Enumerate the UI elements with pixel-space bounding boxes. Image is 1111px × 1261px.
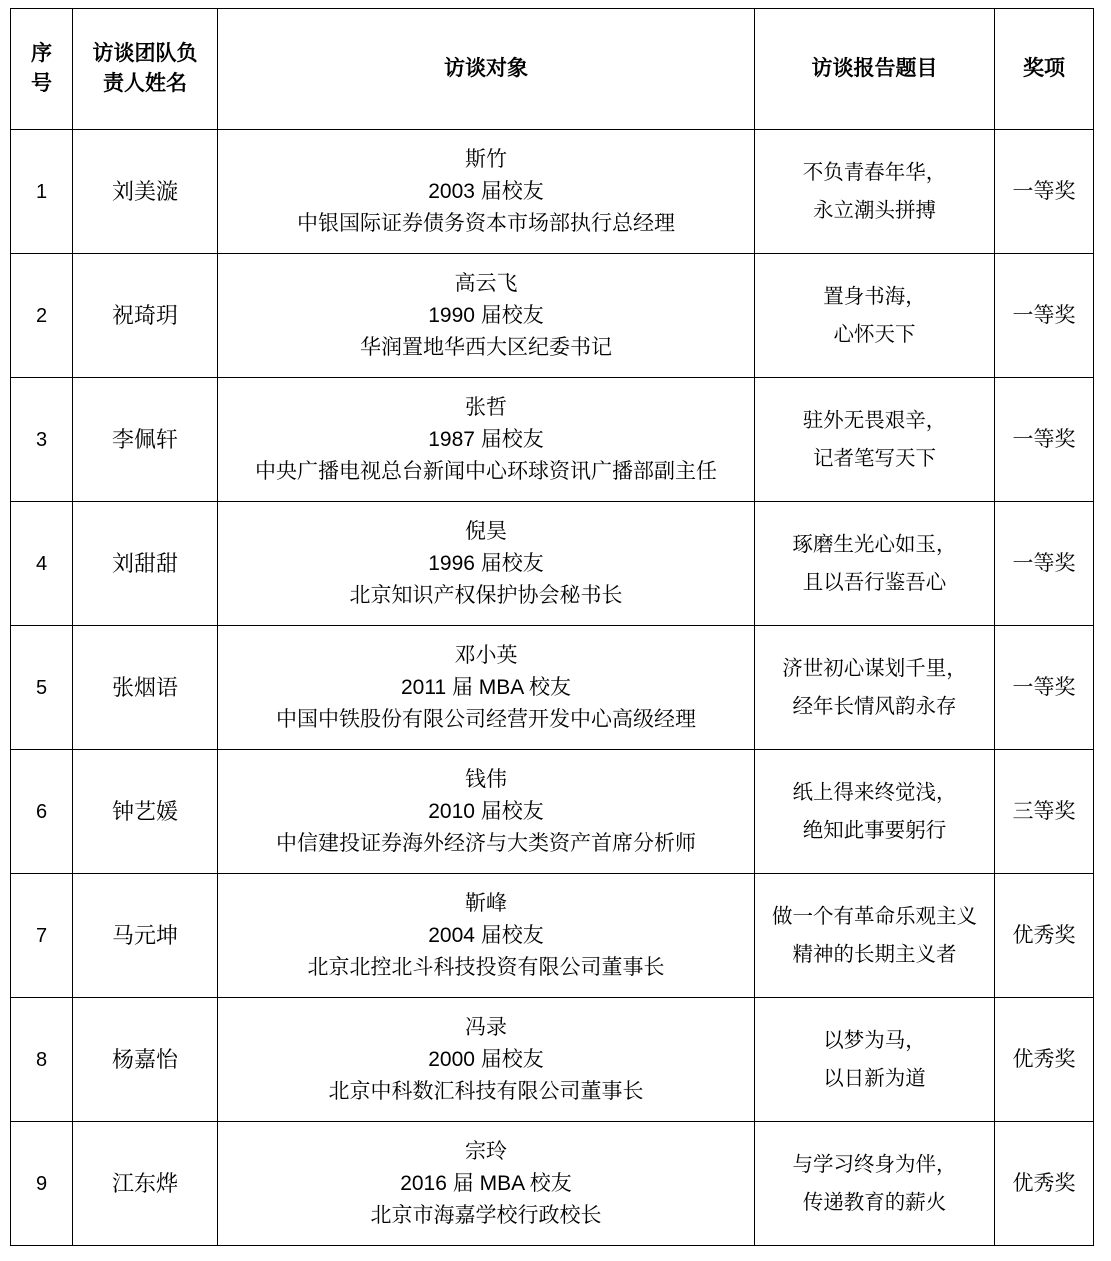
cell-index: 6 <box>11 750 73 874</box>
cell-leader: 杨嘉怡 <box>73 998 218 1122</box>
target-class: 1996 届校友 <box>428 551 544 575</box>
cell-report-title <box>755 626 995 750</box>
cell-index: 1 <box>11 130 73 254</box>
cell-index: 9 <box>11 1122 73 1246</box>
target-class: 1987 届校友 <box>428 427 544 451</box>
cell-award: 一等奖 <box>995 626 1094 750</box>
cell-report-title <box>755 254 995 378</box>
table-row <box>11 998 1094 1122</box>
cell-target <box>218 254 755 378</box>
report-title-line-2: 且以吾行鉴吾心 <box>802 570 947 594</box>
target-role: 中国中铁股份有限公司经营开发中心高级经理 <box>276 707 696 731</box>
cell-leader: 李佩轩 <box>73 378 218 502</box>
target-role: 北京知识产权保护协会秘书长 <box>349 583 623 607</box>
column-header-index: 序号 <box>11 9 73 130</box>
cell-target <box>218 874 755 998</box>
target-name: 邓小英 <box>454 643 518 667</box>
target-name: 宗玲 <box>465 1139 507 1163</box>
table-row <box>11 378 1094 502</box>
target-name: 高云飞 <box>454 271 518 295</box>
cell-target <box>218 378 755 502</box>
report-title-line-2: 以日新为道 <box>823 1066 926 1090</box>
report-title-line-1: 不负青春年华， <box>802 160 947 184</box>
target-name: 倪昊 <box>465 519 507 543</box>
target-class: 2016 届 MBA 校友 <box>400 1171 572 1195</box>
column-header-title: 访谈报告题目 <box>755 9 995 130</box>
target-name: 冯录 <box>465 1015 507 1039</box>
cell-report-title <box>755 378 995 502</box>
target-role: 中信建投证券海外经济与大类资产首席分析师 <box>276 831 696 855</box>
report-title-line-2: 绝知此事要躬行 <box>802 818 947 842</box>
cell-index: 3 <box>11 378 73 502</box>
report-title-line-2: 记者笔写天下 <box>813 446 936 470</box>
report-title-line-1: 做一个有革命乐观主义 <box>772 904 977 928</box>
cell-report-title <box>755 750 995 874</box>
report-title-line-2: 心怀天下 <box>833 322 916 346</box>
cell-target <box>218 626 755 750</box>
cell-award: 一等奖 <box>995 378 1094 502</box>
report-title-line-2: 传递教育的薪火 <box>802 1190 947 1214</box>
target-role: 中银国际证券债务资本市场部执行总经理 <box>297 211 675 235</box>
report-title-line-1: 纸上得来终觉浅， <box>792 780 957 804</box>
column-header-award: 奖项 <box>995 9 1094 130</box>
column-header-target: 访谈对象 <box>218 9 755 130</box>
target-class: 2004 届校友 <box>428 923 544 947</box>
report-title-line-2: 精神的长期主义者 <box>792 942 957 966</box>
table-row <box>11 254 1094 378</box>
report-title-line-1: 琢磨生光心如玉， <box>792 532 957 556</box>
target-role: 华润置地华西大区纪委书记 <box>360 335 612 359</box>
target-class: 2000 届校友 <box>428 1047 544 1071</box>
cell-award: 三等奖 <box>995 750 1094 874</box>
report-title-line-1: 济世初心谋划千里， <box>782 656 967 680</box>
cell-leader: 张烟语 <box>73 626 218 750</box>
cell-target <box>218 130 755 254</box>
cell-leader: 马元坤 <box>73 874 218 998</box>
table-row <box>11 130 1094 254</box>
target-name: 张哲 <box>465 395 507 419</box>
report-title-line-1: 与学习终身为伴， <box>792 1152 957 1176</box>
table-row <box>11 874 1094 998</box>
table-row <box>11 502 1094 626</box>
cell-target <box>218 750 755 874</box>
table-row <box>11 750 1094 874</box>
target-name: 斯竹 <box>465 147 507 171</box>
cell-index: 7 <box>11 874 73 998</box>
cell-award: 优秀奖 <box>995 1122 1094 1246</box>
cell-index: 4 <box>11 502 73 626</box>
target-name: 钱伟 <box>465 767 507 791</box>
table-row <box>11 626 1094 750</box>
target-role: 北京中科数汇科技有限公司董事长 <box>328 1079 644 1103</box>
target-class: 2003 届校友 <box>428 179 544 203</box>
table-header <box>11 9 1094 130</box>
cell-leader: 钟艺媛 <box>73 750 218 874</box>
cell-award: 优秀奖 <box>995 998 1094 1122</box>
cell-index: 5 <box>11 626 73 750</box>
target-class: 2011 届 MBA 校友 <box>400 675 571 699</box>
cell-report-title <box>755 998 995 1122</box>
report-title-line-1: 驻外无畏艰辛， <box>802 408 947 432</box>
table-header-row <box>11 9 1094 130</box>
target-role: 北京北控北斗科技投资有限公司董事长 <box>307 955 665 979</box>
table-body <box>11 130 1094 1246</box>
column-header-leader: 访谈团队负责人姓名 <box>73 9 218 130</box>
cell-leader: 祝琦玥 <box>73 254 218 378</box>
cell-award: 优秀奖 <box>995 874 1094 998</box>
cell-report-title <box>755 874 995 998</box>
cell-report-title <box>755 130 995 254</box>
report-title-line-1: 以梦为马， <box>823 1028 926 1052</box>
target-class: 1990 届校友 <box>428 303 544 327</box>
cell-leader: 江东烨 <box>73 1122 218 1246</box>
cell-report-title <box>755 502 995 626</box>
target-role: 北京市海嘉学校行政校长 <box>370 1203 602 1227</box>
target-role: 中央广播电视总台新闻中心环球资讯广播部副主任 <box>255 459 717 483</box>
cell-award: 一等奖 <box>995 130 1094 254</box>
table-row <box>11 1122 1094 1246</box>
cell-target <box>218 502 755 626</box>
cell-target <box>218 1122 755 1246</box>
cell-award: 一等奖 <box>995 502 1094 626</box>
cell-report-title <box>755 1122 995 1246</box>
cell-index: 2 <box>11 254 73 378</box>
cell-award: 一等奖 <box>995 254 1094 378</box>
report-title-line-2: 永立潮头拼搏 <box>813 198 936 222</box>
target-class: 2010 届校友 <box>428 799 544 823</box>
cell-target <box>218 998 755 1122</box>
cell-leader: 刘甜甜 <box>73 502 218 626</box>
cell-index: 8 <box>11 998 73 1122</box>
target-name: 靳峰 <box>465 891 507 915</box>
cell-leader: 刘美漩 <box>73 130 218 254</box>
report-title-line-1: 置身书海， <box>823 284 926 308</box>
award-table <box>10 8 1094 1246</box>
report-title-line-2: 经年长情风韵永存 <box>792 694 957 718</box>
